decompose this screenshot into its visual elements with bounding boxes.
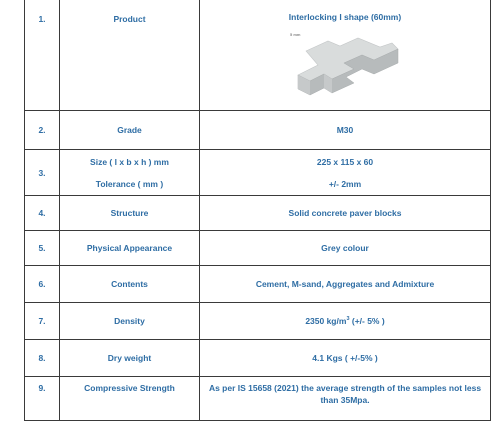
- row-number: 7.: [25, 303, 60, 340]
- row-label: Density: [60, 303, 200, 340]
- row-value: Cement, M-sand, Aggregates and Admixture: [200, 266, 491, 303]
- row-value-cell: [200, 150, 491, 196]
- specification-table: [24, 0, 491, 421]
- row-number: 8.: [25, 340, 60, 377]
- row-number: 3.: [25, 150, 60, 196]
- row-value: As per IS 15658 (2021) the average strength of the samples not less than 35Mpa.: [200, 377, 491, 421]
- row-label: Grade: [60, 111, 200, 150]
- density-tolerance: (+/- 5% ): [349, 316, 385, 326]
- row-value-cell: [200, 0, 491, 111]
- row-label: Product: [60, 0, 200, 111]
- row-number: 4.: [25, 196, 60, 231]
- table-row: [25, 231, 491, 266]
- paver-block-image: [288, 29, 403, 99]
- row-label: Structure: [60, 196, 200, 231]
- table-row: [25, 0, 491, 111]
- table-row: [25, 266, 491, 303]
- row-number: 9.: [25, 377, 60, 421]
- size-value: 225 x 115 x 60: [316, 156, 374, 167]
- tolerance-label: Tolerance ( mm ): [95, 178, 164, 189]
- row-value-cell: [200, 303, 491, 340]
- row-label: Compressive Strength: [60, 377, 200, 421]
- row-value: Interlocking I shape (60mm): [288, 12, 402, 22]
- size-label: Size ( l x b x h ) mm: [90, 156, 169, 167]
- table-row: [25, 340, 491, 377]
- row-number: 5.: [25, 231, 60, 266]
- table-row: [25, 150, 491, 196]
- row-value: Grey colour: [200, 231, 491, 266]
- table-row: [25, 196, 491, 231]
- row-value: M30: [200, 111, 491, 150]
- row-value: 4.1 Kgs ( +/-5% ): [200, 340, 491, 377]
- row-label: Physical Appearance: [60, 231, 200, 266]
- row-number: 6.: [25, 266, 60, 303]
- row-label: Contents: [60, 266, 200, 303]
- table-row: [25, 377, 491, 421]
- row-number: 2.: [25, 111, 60, 150]
- table-row: [25, 303, 491, 340]
- row-number: 1.: [25, 0, 60, 111]
- density-superscript: 3: [346, 316, 350, 323]
- row-label: Dry weight: [60, 340, 200, 377]
- row-label-cell: [60, 150, 200, 196]
- row-value: Solid concrete paver blocks: [200, 196, 491, 231]
- svg-text:5 mm: 5 mm: [289, 32, 300, 37]
- tolerance-value: +/- 2mm: [328, 178, 362, 189]
- density-value: 2350 kg/m: [305, 316, 347, 326]
- table-row: [25, 111, 491, 150]
